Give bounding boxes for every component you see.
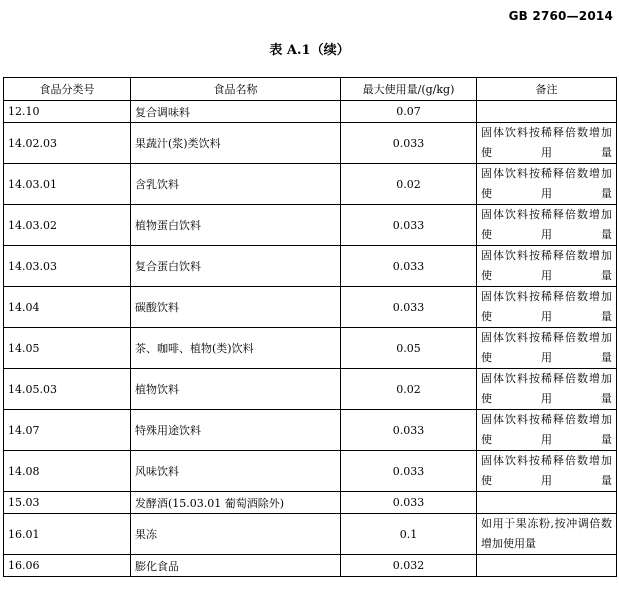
table-row	[4, 369, 617, 410]
remarks: 固体饮料按稀释倍数增加使用量	[477, 123, 617, 164]
remarks	[477, 555, 617, 577]
max-usage: 0.033	[341, 205, 477, 246]
column-header-max-usage: 最大使用量/(g/kg)	[341, 78, 477, 101]
remarks: 固体饮料按稀释倍数增加使用量	[477, 164, 617, 205]
table-header-row	[4, 78, 617, 101]
food-name: 果冻	[131, 514, 341, 555]
category-code: 14.05	[4, 328, 131, 369]
column-header-remarks: 备注	[477, 78, 617, 101]
max-usage: 0.033	[341, 287, 477, 328]
max-usage: 0.033	[341, 451, 477, 492]
table-row	[4, 123, 617, 164]
table-row	[4, 287, 617, 328]
remarks: 固体饮料按稀释倍数增加使用量	[477, 328, 617, 369]
table-row	[4, 451, 617, 492]
additive-usage-table	[3, 77, 617, 577]
table-row	[4, 514, 617, 555]
remarks: 固体饮料按稀释倍数增加使用量	[477, 205, 617, 246]
table-row	[4, 164, 617, 205]
category-code: 14.03.02	[4, 205, 131, 246]
category-code: 14.07	[4, 410, 131, 451]
category-code: 14.04	[4, 287, 131, 328]
food-name: 发酵酒(15.03.01 葡萄酒除外)	[131, 492, 341, 514]
category-code: 14.03.03	[4, 246, 131, 287]
max-usage: 0.033	[341, 123, 477, 164]
max-usage: 0.05	[341, 328, 477, 369]
remarks: 固体饮料按稀释倍数增加使用量	[477, 287, 617, 328]
table-row	[4, 328, 617, 369]
max-usage: 0.033	[341, 492, 477, 514]
max-usage: 0.033	[341, 410, 477, 451]
food-name: 含乳饮料	[131, 164, 341, 205]
category-code: 12.10	[4, 101, 131, 123]
max-usage: 0.02	[341, 164, 477, 205]
remarks: 固体饮料按稀释倍数增加使用量	[477, 246, 617, 287]
max-usage: 0.032	[341, 555, 477, 577]
remarks	[477, 101, 617, 123]
food-name: 碳酸饮料	[131, 287, 341, 328]
column-header-category-code: 食品分类号	[4, 78, 131, 101]
food-name: 风味饮料	[131, 451, 341, 492]
food-name: 果蔬汁(浆)类饮料	[131, 123, 341, 164]
remarks: 固体饮料按稀释倍数增加使用量	[477, 369, 617, 410]
category-code: 15.03	[4, 492, 131, 514]
table-title: 表 A.1（续）	[269, 43, 350, 58]
max-usage: 0.033	[341, 246, 477, 287]
category-code: 16.06	[4, 555, 131, 577]
max-usage: 0.07	[341, 101, 477, 123]
table-row	[4, 205, 617, 246]
table-row	[4, 246, 617, 287]
standard-code: GB 2760—2014	[508, 9, 613, 23]
max-usage: 0.02	[341, 369, 477, 410]
category-code: 14.08	[4, 451, 131, 492]
remarks: 固体饮料按稀释倍数增加使用量	[477, 410, 617, 451]
food-name: 植物蛋白饮料	[131, 205, 341, 246]
table-row	[4, 555, 617, 577]
category-code: 16.01	[4, 514, 131, 555]
table-row	[4, 101, 617, 123]
max-usage: 0.1	[341, 514, 477, 555]
remarks: 如用于果冻粉,按冲调倍数增加使用量	[477, 514, 617, 555]
food-name: 茶、咖啡、植物(类)饮料	[131, 328, 341, 369]
food-name: 膨化食品	[131, 555, 341, 577]
food-name: 植物饮料	[131, 369, 341, 410]
category-code: 14.05.03	[4, 369, 131, 410]
food-name: 复合调味料	[131, 101, 341, 123]
column-header-food-name: 食品名称	[131, 78, 341, 101]
food-name: 特殊用途饮料	[131, 410, 341, 451]
category-code: 14.02.03	[4, 123, 131, 164]
remarks: 固体饮料按稀释倍数增加使用量	[477, 451, 617, 492]
category-code: 14.03.01	[4, 164, 131, 205]
table-row	[4, 492, 617, 514]
remarks	[477, 492, 617, 514]
food-name: 复合蛋白饮料	[131, 246, 341, 287]
table-row	[4, 410, 617, 451]
